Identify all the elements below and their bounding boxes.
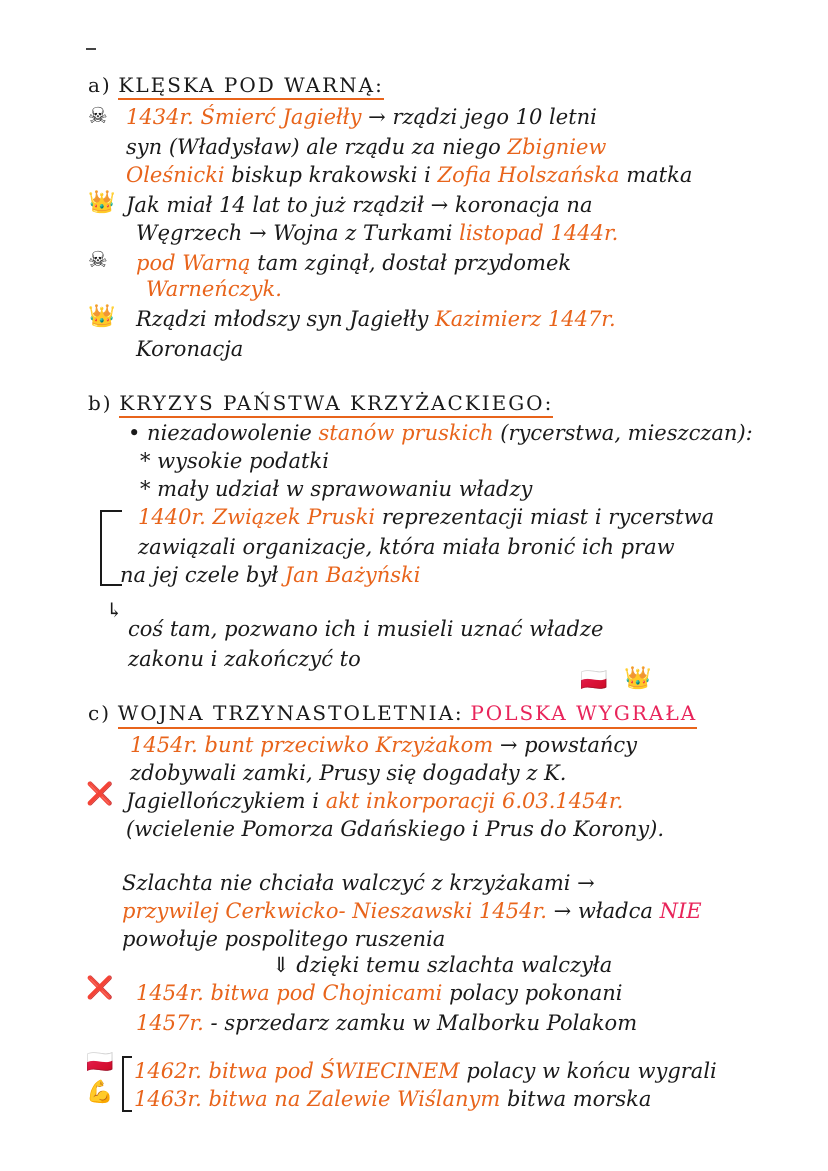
line-c5: Szlachta nie chciała walczyć z krzyżakami → <box>122 871 595 895</box>
line-b5: zawiązali organizacje, która miała bronić ich praw <box>138 535 675 559</box>
line-b4: 1440r. Związek Pruski reprezentacji miast i rycerstwa <box>138 505 715 529</box>
section-a-heading: a) KLĘSKA POD WARNĄ: <box>88 72 384 98</box>
line-a4: Jak miał 14 lat to już rządził → koronacja na <box>126 193 593 217</box>
skull-icon: ☠ <box>88 248 108 273</box>
line-b2: * wysokie podatki <box>140 449 329 473</box>
bracket <box>100 510 122 586</box>
section-b-heading: b) KRYZYS PAŃSTWA KRZYŻACKIEGO: <box>88 390 553 416</box>
line-b3: * mały udział w sprawowaniu władzy <box>140 477 533 501</box>
line-c10: 1457r. - sprzedarz zamku w Malborku Polakom <box>136 1011 638 1035</box>
muscle-icon: 💪 <box>86 1080 114 1105</box>
bracket <box>122 1056 132 1112</box>
line-b6: na jej czele był Jan Bażyński <box>120 563 421 587</box>
line-c7: powołuje pospolitego ruszenia <box>122 927 446 951</box>
cross-icon: ❌ <box>86 782 114 807</box>
line-a7: Warneńczyk. <box>146 277 282 301</box>
skull-icon: ☠ <box>88 104 108 129</box>
line-a3: Oleśnicki biskup krakowski i Zofia Holszańska matka <box>126 163 693 187</box>
top-dash <box>86 48 96 50</box>
crown-icon: 👑 <box>88 190 116 215</box>
crown-icon: 👑 <box>88 304 116 329</box>
arrow-icon: ↳ <box>106 598 123 622</box>
line-c4: (wcielenie Pomorza Gdańskiego i Prus do Korony). <box>126 817 665 841</box>
section-c-heading: c) WOJNA TRZYNASTOLETNIA: POLSKA WYGRAŁA <box>88 700 697 729</box>
line-c1: 1454r. bunt przeciwko Krzyżakom → powstańcy <box>130 733 638 757</box>
line-c12: 1463r. bitwa na Zalewie Wiślanym bitwa morska <box>134 1087 652 1111</box>
line-b1: • niezadowolenie stanów pruskich (rycerstwa, mieszczan): <box>128 421 753 445</box>
line-a5: Węgrzech → Wojna z Turkami listopad 1444r. <box>136 221 619 245</box>
section-c-winner: POLSKA WYGRAŁA <box>470 701 698 725</box>
line-b7: coś tam, pozwano ich i musieli uznać władze <box>128 617 604 641</box>
line-b8: zakonu i zakończyć to <box>128 647 361 671</box>
poland-flag-icon: 🇵🇱 <box>580 668 608 693</box>
line-c2: zdobywali zamki, Prusy się dogadały z K. <box>130 761 567 785</box>
line-a2: syn (Władysław) ale rządu za niego Zbigniew <box>126 135 607 159</box>
line-c6: przywilej Cerkwicko- Nieszawski 1454r. → władca NIE <box>122 899 702 923</box>
line-a1: 1434r. Śmierć Jagiełły → rządzi jego 10 letni <box>126 105 597 129</box>
poland-flag-icon: 🇵🇱 <box>86 1050 114 1075</box>
section-b-title: KRYZYS PAŃSTWA KRZYŻACKIEGO: <box>119 391 553 418</box>
line-c3: Jagiellończykiem i akt inkorporacji 6.03.1454r. <box>126 789 624 813</box>
line-a9: Koronacja <box>136 337 244 361</box>
section-c-title: WOJNA TRZYNASTOLETNIA: <box>117 701 464 725</box>
line-c9: 1454r. bitwa pod Chojnicami polacy pokonani <box>136 981 623 1005</box>
line-a8: Rządzi młodszy syn Jagiełły Kazimierz 1447r. <box>136 307 616 331</box>
cross-icon: ❌ <box>86 976 114 1001</box>
line-a6: pod Warną tam zginął, dostał przydomek <box>136 251 572 275</box>
crown-icon: 👑 <box>624 666 652 691</box>
line-c11: 1462r. bitwa pod ŚWIECINEM polacy w końcu wygrali <box>134 1059 717 1083</box>
line-c8: ⇓ dzięki temu szlachta walczyła <box>272 953 613 977</box>
section-a-title: KLĘSKA POD WARNĄ: <box>118 73 383 100</box>
